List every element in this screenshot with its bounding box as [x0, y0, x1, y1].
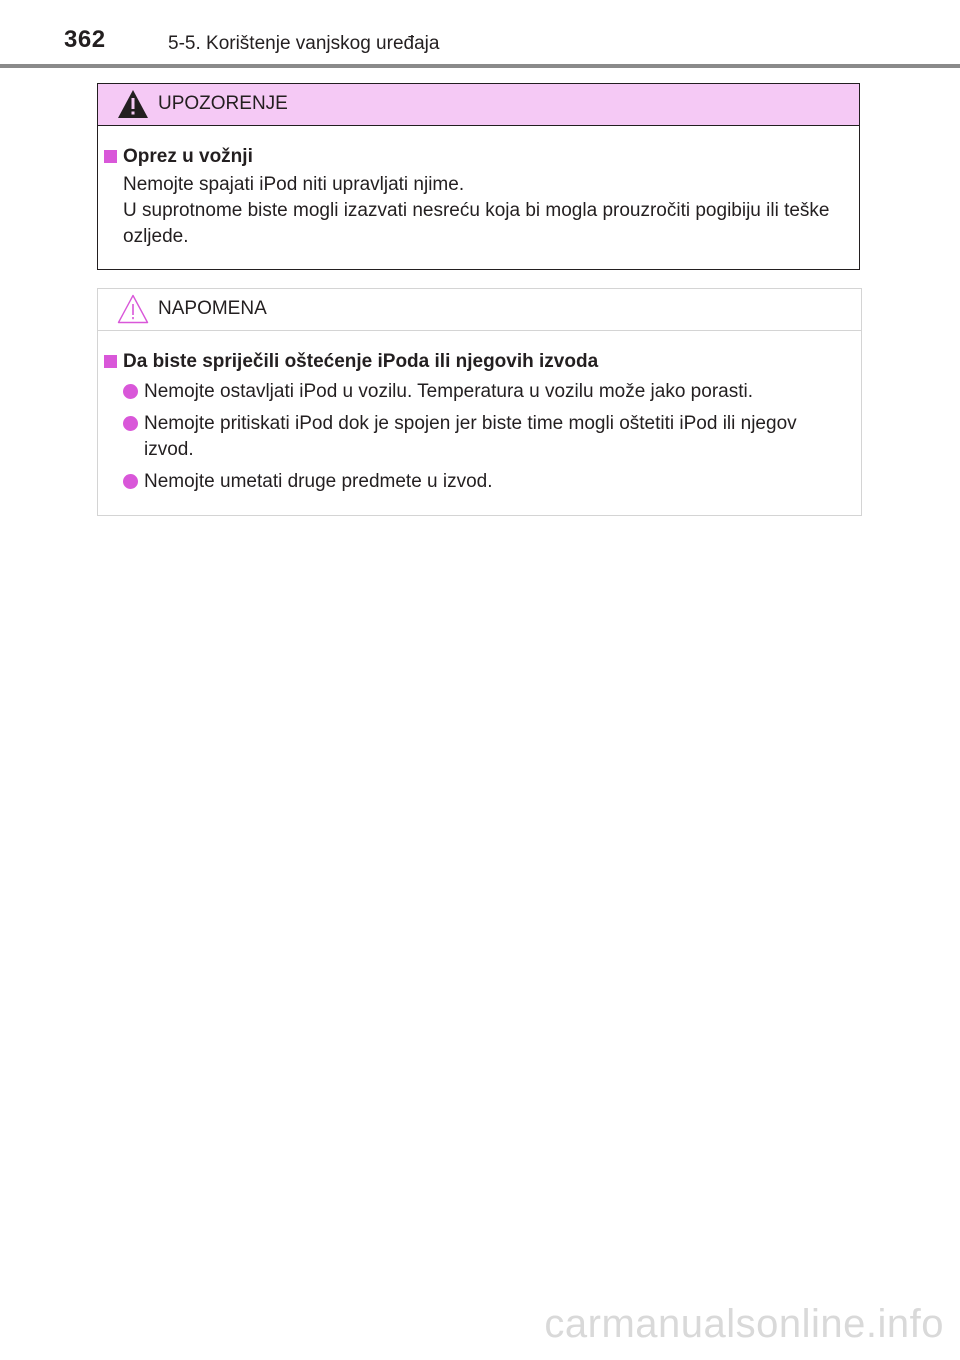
list-item-text: Nemojte ostavljati iPod u vozilu. Temperatura u vozilu može jako porasti. — [144, 381, 753, 402]
warning-triangle-filled-icon — [116, 88, 150, 120]
page-number: 362 — [64, 26, 106, 53]
square-bullet-icon — [104, 355, 117, 368]
warning-title: UPOZORENJE — [158, 93, 288, 114]
warning-body — [98, 126, 859, 250]
round-bullet-icon — [123, 416, 138, 431]
list-item-text: Nemojte pritiskati iPod dok je spojen jer biste time mogli oštetiti iPod ili njegov izvod. — [144, 413, 797, 460]
list-item — [104, 411, 851, 463]
header-rule — [0, 64, 960, 68]
warning-heading — [104, 144, 849, 170]
notice-triangle-outline-icon — [116, 293, 150, 325]
list-item — [104, 379, 851, 405]
page-header — [0, 0, 960, 68]
notice-box — [97, 288, 862, 516]
notice-header — [98, 289, 861, 331]
warning-line: U suprotnome biste mogli izazvati nesreću koja bi mogla prouzročiti pogibiju ili teške ozljede. — [123, 200, 830, 247]
list-item-text: Nemojte umetati druge predmete u izvod. — [144, 471, 493, 492]
warning-line: Nemojte spajati iPod niti upravljati njime. — [123, 174, 465, 195]
square-bullet-icon — [104, 150, 117, 163]
notice-heading — [104, 349, 851, 375]
watermark: carmanualsonline.info — [544, 1302, 944, 1346]
notice-title: NAPOMENA — [158, 298, 267, 319]
notice-body — [98, 331, 861, 495]
round-bullet-icon — [123, 474, 138, 489]
list-item — [104, 469, 851, 495]
notice-heading-text: Da biste spriječili oštećenje iPoda ili njegovih izvoda — [123, 351, 599, 372]
warning-heading-text: Oprez u vožnji — [123, 146, 253, 167]
warning-header — [98, 84, 859, 126]
section-title: 5-5. Korištenje vanjskog uređaja — [168, 33, 440, 54]
round-bullet-icon — [123, 384, 138, 399]
warning-box — [97, 83, 860, 270]
